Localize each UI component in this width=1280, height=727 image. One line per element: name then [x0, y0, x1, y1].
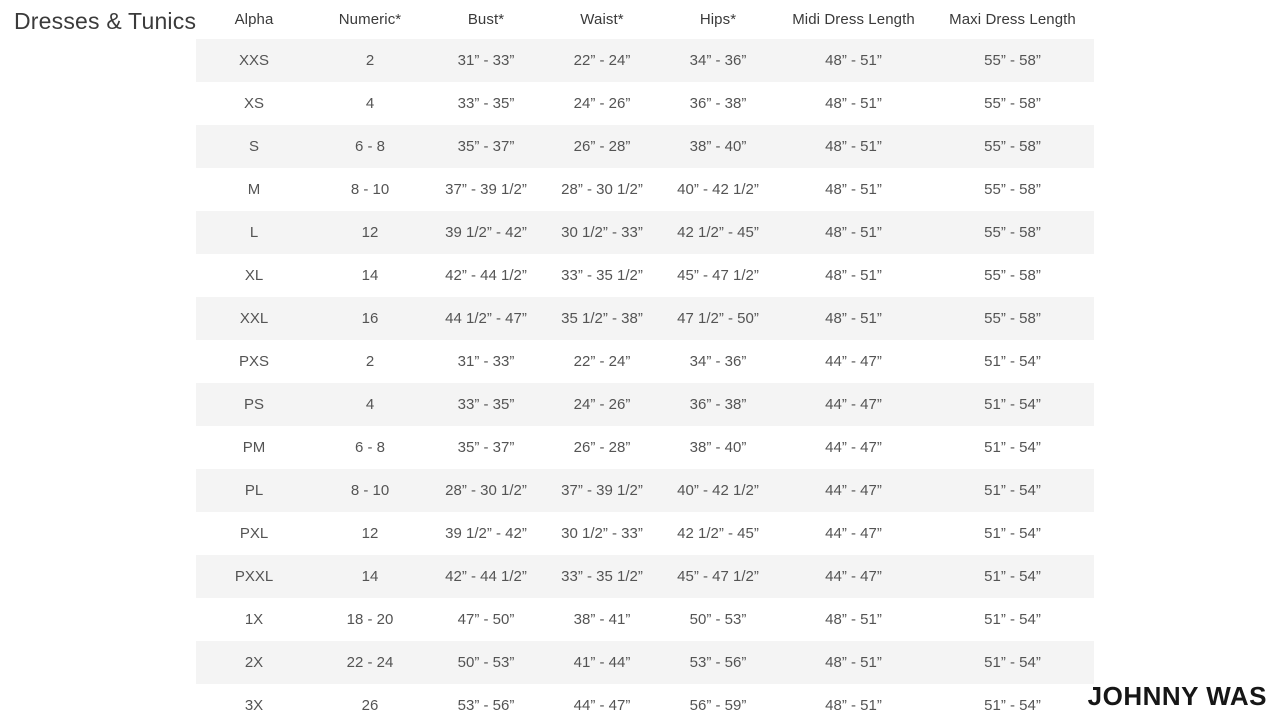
- table-cell: 48” - 51”: [825, 138, 882, 155]
- table-cell: 35” - 37”: [457, 439, 515, 456]
- table-cell: 55” - 58”: [984, 95, 1041, 112]
- table-cell: 44” - 47”: [825, 396, 882, 413]
- column-header-alpha: Alpha: [234, 11, 274, 28]
- table-cell: 44” - 47”: [825, 568, 882, 585]
- table-cell: 4: [365, 95, 375, 112]
- table-cell: 51” - 54”: [984, 353, 1041, 370]
- table-cell: 40” - 42 1/2”: [677, 181, 759, 198]
- table-cell: 41” - 44”: [573, 654, 631, 671]
- table-row: [196, 254, 1094, 297]
- table-cell: 55” - 58”: [984, 52, 1041, 69]
- table-cell: 33” - 35 1/2”: [561, 267, 643, 284]
- table-cell: 28” - 30 1/2”: [445, 482, 527, 499]
- table-cell: 51” - 54”: [984, 611, 1041, 628]
- table-cell: 12: [361, 224, 379, 241]
- table-cell: 48” - 51”: [825, 181, 882, 198]
- table-row: [196, 598, 1094, 641]
- table-cell: 42 1/2” - 45”: [677, 224, 759, 241]
- table-cell: 26” - 28”: [573, 439, 631, 456]
- table-cell: 51” - 54”: [984, 697, 1041, 714]
- table-cell: 56” - 59”: [689, 697, 747, 714]
- table-cell: 2: [365, 52, 375, 69]
- table-cell: 31” - 33”: [457, 353, 515, 370]
- table-cell: XXS: [238, 52, 269, 69]
- table-cell: PS: [243, 396, 264, 413]
- table-row: [196, 426, 1094, 469]
- table-cell: 38” - 40”: [689, 138, 747, 155]
- table-cell: 30 1/2” - 33”: [561, 224, 643, 241]
- table-cell: PXXL: [234, 568, 274, 585]
- table-cell: 14: [361, 568, 379, 585]
- table-cell: L: [249, 224, 259, 241]
- table-cell: 38” - 40”: [689, 439, 747, 456]
- table-cell: S: [248, 138, 259, 155]
- brand-logo: JOHNNY WAS: [1087, 681, 1267, 711]
- table-cell: XXL: [239, 310, 269, 327]
- table-cell: 22” - 24”: [573, 52, 631, 69]
- table-cell: PXS: [238, 353, 269, 370]
- table-row: [196, 168, 1094, 211]
- table-cell: 28” - 30 1/2”: [561, 181, 643, 198]
- table-cell: 42 1/2” - 45”: [677, 525, 759, 542]
- table-cell: 48” - 51”: [825, 52, 882, 69]
- table-cell: 37” - 39 1/2”: [561, 482, 643, 499]
- table-row: [196, 684, 1094, 727]
- table-cell: 45” - 47 1/2”: [677, 267, 759, 284]
- table-cell: 34” - 36”: [689, 52, 747, 69]
- table-cell: 42” - 44 1/2”: [445, 568, 527, 585]
- table-cell: 42” - 44 1/2”: [445, 267, 527, 284]
- table-cell: XL: [244, 267, 264, 284]
- table-row: [196, 82, 1094, 125]
- table-cell: 33” - 35 1/2”: [561, 568, 643, 585]
- table-body: [196, 39, 1094, 727]
- table-cell: 30 1/2” - 33”: [561, 525, 643, 542]
- table-cell: 55” - 58”: [984, 181, 1041, 198]
- table-cell: 40” - 42 1/2”: [677, 482, 759, 499]
- column-header-maxi-dress-length: Maxi Dress Length: [949, 11, 1076, 28]
- table-header-row: [196, 0, 1094, 39]
- table-cell: 51” - 54”: [984, 439, 1041, 456]
- table-cell: 14: [361, 267, 379, 284]
- table-cell: 47 1/2” - 50”: [677, 310, 759, 327]
- table-cell: XS: [243, 95, 264, 112]
- table-cell: 48” - 51”: [825, 95, 882, 112]
- table-cell: 4: [365, 396, 375, 413]
- table-cell: 51” - 54”: [984, 525, 1041, 542]
- table-cell: PM: [242, 439, 266, 456]
- table-cell: 36” - 38”: [689, 396, 747, 413]
- table-cell: 51” - 54”: [984, 482, 1041, 499]
- table-cell: 48” - 51”: [825, 654, 882, 671]
- table-cell: 55” - 58”: [984, 267, 1041, 284]
- column-header-waist: Waist*: [580, 11, 624, 28]
- size-chart-table: [196, 0, 1094, 727]
- table-cell: 48” - 51”: [825, 224, 882, 241]
- table-row: [196, 340, 1094, 383]
- table-row: [196, 211, 1094, 254]
- table-cell: 44” - 47”: [573, 697, 631, 714]
- table-cell: 8 - 10: [350, 181, 390, 198]
- table-row: [196, 641, 1094, 684]
- table-cell: 35” - 37”: [457, 138, 515, 155]
- table-cell: 45” - 47 1/2”: [677, 568, 759, 585]
- table-cell: 22” - 24”: [573, 353, 631, 370]
- table-cell: 35 1/2” - 38”: [561, 310, 643, 327]
- table-cell: 2: [365, 353, 375, 370]
- table-cell: PL: [244, 482, 264, 499]
- table-cell: 33” - 35”: [457, 396, 515, 413]
- table-cell: 48” - 51”: [825, 267, 882, 284]
- table-cell: 48” - 51”: [825, 310, 882, 327]
- table-row: [196, 469, 1094, 512]
- table-cell: 53” - 56”: [457, 697, 515, 714]
- table-cell: 36” - 38”: [689, 95, 747, 112]
- table-cell: 44” - 47”: [825, 482, 882, 499]
- table-cell: 1X: [244, 611, 264, 628]
- table-cell: 18 - 20: [346, 611, 394, 628]
- table-cell: 44” - 47”: [825, 353, 882, 370]
- table-row: [196, 297, 1094, 340]
- table-cell: 33” - 35”: [457, 95, 515, 112]
- page-title: Dresses & Tunics: [14, 8, 197, 34]
- table-cell: 55” - 58”: [984, 138, 1041, 155]
- table-row: [196, 383, 1094, 426]
- column-header-bust: Bust*: [467, 11, 505, 28]
- table-row: [196, 39, 1094, 82]
- table-cell: 51” - 54”: [984, 396, 1041, 413]
- table-cell: 48” - 51”: [825, 697, 882, 714]
- table-cell: 12: [361, 525, 379, 542]
- table-cell: 26: [361, 697, 379, 714]
- table-cell: 6 - 8: [354, 138, 385, 155]
- table-cell: 24” - 26”: [573, 95, 631, 112]
- column-header-numeric: Numeric*: [338, 11, 402, 28]
- table-row: [196, 512, 1094, 555]
- table-cell: 55” - 58”: [984, 224, 1041, 241]
- table-cell: 39 1/2” - 42”: [445, 224, 527, 241]
- table-cell: 48” - 51”: [825, 611, 882, 628]
- table-cell: 38” - 41”: [573, 611, 631, 628]
- table-cell: 50” - 53”: [689, 611, 747, 628]
- table-cell: PXL: [239, 525, 269, 542]
- table-cell: 22 - 24: [346, 654, 394, 671]
- table-cell: 50” - 53”: [457, 654, 515, 671]
- table-cell: 55” - 58”: [984, 310, 1041, 327]
- table-row: [196, 125, 1094, 168]
- table-cell: 51” - 54”: [984, 568, 1041, 585]
- table-cell: 39 1/2” - 42”: [445, 525, 527, 542]
- table-cell: 31” - 33”: [457, 52, 515, 69]
- table-cell: 53” - 56”: [689, 654, 747, 671]
- table-cell: 34” - 36”: [689, 353, 747, 370]
- table-cell: M: [247, 181, 261, 198]
- table-cell: 6 - 8: [354, 439, 385, 456]
- table-row: [196, 555, 1094, 598]
- table-cell: 51” - 54”: [984, 654, 1041, 671]
- table-cell: 37” - 39 1/2”: [445, 181, 527, 198]
- table-cell: 44” - 47”: [825, 525, 882, 542]
- table-cell: 24” - 26”: [573, 396, 631, 413]
- table-cell: 44 1/2” - 47”: [445, 310, 527, 327]
- table-cell: 8 - 10: [350, 482, 390, 499]
- column-header-hips: Hips*: [699, 11, 737, 28]
- table-cell: 47” - 50”: [457, 611, 515, 628]
- table-cell: 2X: [244, 654, 264, 671]
- table-cell: 44” - 47”: [825, 439, 882, 456]
- table-cell: 16: [361, 310, 379, 327]
- table-cell: 26” - 28”: [573, 138, 631, 155]
- column-header-midi-dress-length: Midi Dress Length: [792, 11, 915, 28]
- table-cell: 3X: [244, 697, 264, 714]
